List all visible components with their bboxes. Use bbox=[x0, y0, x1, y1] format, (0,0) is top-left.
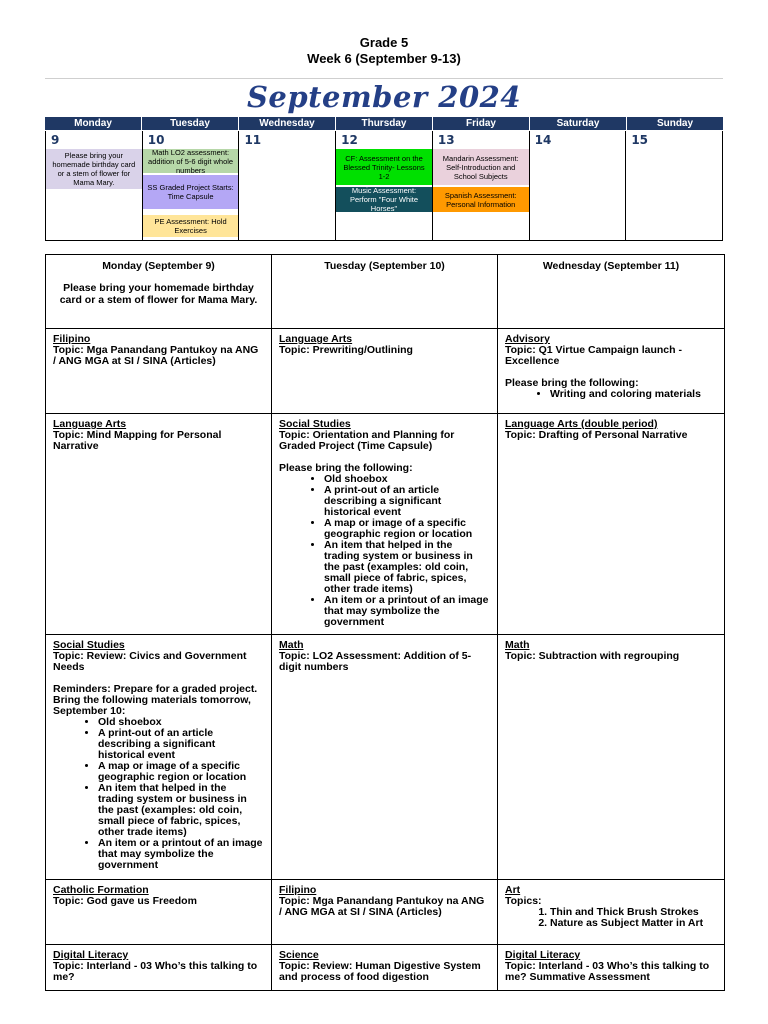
topic-text: Topic: Orientation and Planning for Graded Project (Time Capsule) bbox=[279, 429, 455, 452]
table-row bbox=[46, 635, 725, 880]
calendar-event: Spanish Assessment: Personal Information bbox=[433, 187, 529, 212]
topic-text: Topic: Review: Civics and Government Needs bbox=[53, 650, 247, 673]
list-item: • Old shoebox bbox=[98, 717, 264, 728]
table-row bbox=[46, 414, 725, 635]
list-item: • An item that helped in the trading system or business in the past (examples: old coin, small piece of fabric, spices, other trade items) bbox=[324, 540, 490, 595]
weekday-monday: Monday bbox=[45, 117, 142, 130]
calendar-event: SS Graded Project Starts: Time Capsule bbox=[143, 175, 239, 209]
column-title: Monday (September 9) bbox=[102, 260, 215, 272]
subject-title: Math bbox=[279, 639, 304, 651]
topic-text: Topic: Interland - 03 Who’s this talking to me? Summative Assessment bbox=[505, 960, 710, 983]
calendar-event: Math LO2 assessment: addition of 5-6 digit whole numbers bbox=[143, 149, 239, 173]
date-number: 11 bbox=[244, 133, 262, 147]
calendar-event: PE Assessment: Hold Exercises bbox=[143, 215, 239, 237]
table-cell bbox=[272, 414, 498, 635]
subject-title: Filipino bbox=[279, 884, 317, 896]
date-number: 15 bbox=[631, 133, 649, 147]
subject-title: Social Studies bbox=[53, 639, 125, 651]
header-divider bbox=[45, 78, 723, 79]
subject-title: Art bbox=[505, 884, 521, 896]
calendar-day-sunday bbox=[626, 131, 723, 241]
date-number: 14 bbox=[534, 133, 552, 147]
table-cell bbox=[46, 329, 272, 414]
calendar-event: Please bring your homemade birthday card or a stem of flower for Mama Mary. bbox=[46, 149, 142, 189]
topic-text: Topic: Q1 Virtue Campaign launch - Excellence bbox=[505, 344, 682, 367]
reminder-text: Reminders: Prepare for a graded project. Bring the following materials tomorrow, September 10: bbox=[53, 683, 258, 717]
calendar-weekday-header bbox=[45, 117, 723, 130]
calendar-event: Music Assessment: Perform "Four White Horses" bbox=[336, 187, 432, 212]
calendar-day-saturday bbox=[530, 131, 627, 241]
table-cell bbox=[498, 880, 725, 945]
table-cell bbox=[498, 329, 725, 414]
list-item: • An item that helped in the trading system or business in the past (examples: old coin, small piece of fabric, spices, other trade items) bbox=[98, 783, 264, 838]
table-cell bbox=[272, 880, 498, 945]
table-row bbox=[46, 945, 725, 991]
weekday-tuesday: Tuesday bbox=[142, 117, 239, 130]
weekday-sunday: Sunday bbox=[656, 118, 694, 129]
list-item: 2. Nature as Subject Matter in Art bbox=[550, 918, 717, 929]
date-number: 9 bbox=[51, 133, 60, 147]
subject-title: Social Studies bbox=[279, 418, 351, 430]
column-header-wednesday: Wednesday (September 11) bbox=[498, 255, 725, 329]
table-cell bbox=[272, 635, 498, 880]
list-item: • A map or image of a specific geographic region or location bbox=[324, 518, 490, 540]
topic-text: Topic: Drafting of Personal Narrative bbox=[505, 429, 688, 441]
topic-text: Topic: Subtraction with regrouping bbox=[505, 650, 680, 662]
topic-text: Topic: Review: Human Digestive System and process of food digestion bbox=[279, 960, 481, 983]
subject-title: Catholic Formation bbox=[53, 884, 149, 896]
topic-list bbox=[505, 907, 717, 929]
column-header-tuesday: Tuesday (September 10) bbox=[272, 255, 498, 329]
table-cell bbox=[498, 414, 725, 635]
weekday-saturday: Saturday bbox=[530, 117, 627, 130]
subject-title: Math bbox=[505, 639, 530, 651]
topic-text: Topic: LO2 Assessment: Addition of 5-digit numbers bbox=[279, 650, 472, 673]
monday-note: Please bring your homemade birthday card or a stem of flower for Mama Mary. bbox=[59, 282, 258, 306]
calendar-event: Mandarin Assessment: Self-Introduction and School Subjects bbox=[433, 149, 529, 185]
table-cell bbox=[46, 945, 272, 991]
topic-text: Topic: God gave us Freedom bbox=[53, 895, 197, 907]
weekday-friday: Friday bbox=[433, 117, 530, 130]
subject-title: Language Arts bbox=[53, 418, 127, 430]
table-cell bbox=[46, 414, 272, 635]
bring-label: Please bring the following: bbox=[279, 462, 413, 474]
table-cell bbox=[46, 635, 272, 880]
calendar-day-monday bbox=[45, 131, 143, 241]
list-item: 1. Thin and Thick Brush Strokes bbox=[550, 907, 717, 918]
weekly-schedule-table bbox=[45, 254, 725, 991]
date-number: 12 bbox=[341, 133, 358, 147]
table-row bbox=[46, 329, 725, 414]
date-number: 10 bbox=[147, 133, 165, 147]
subject-title: Digital Literacy bbox=[505, 949, 581, 961]
list-item: • A print-out of an article describing a significant historical event bbox=[98, 728, 264, 761]
subject-title: Advisory bbox=[505, 333, 550, 345]
topic-text: Topic: Prewriting/Outlining bbox=[279, 344, 413, 356]
calendar-day-wednesday bbox=[239, 131, 336, 241]
bring-list bbox=[53, 717, 264, 871]
column-header-monday bbox=[46, 255, 272, 329]
month-title: September 2024 bbox=[246, 80, 522, 114]
table-cell bbox=[272, 329, 498, 414]
bring-label: Please bring the following: bbox=[505, 377, 639, 389]
table-row bbox=[46, 880, 725, 945]
subject-title: Filipino bbox=[53, 333, 91, 345]
subject-title: Language Arts (double period) bbox=[505, 418, 658, 430]
table-cell bbox=[498, 945, 725, 991]
calendar-day-tuesday bbox=[143, 131, 240, 241]
bring-list bbox=[505, 389, 717, 400]
list-item: • An item or a printout of an image that may symbolize the government bbox=[98, 838, 264, 871]
topic-text: Topics: bbox=[505, 895, 542, 907]
subject-title: Digital Literacy bbox=[53, 949, 129, 961]
table-cell bbox=[46, 880, 272, 945]
calendar-day-friday bbox=[433, 131, 530, 241]
list-item: • Writing and coloring materials bbox=[550, 389, 717, 400]
weekday-wednesday: Wednesday bbox=[239, 117, 336, 130]
subject-title: Language Arts bbox=[279, 333, 353, 345]
list-item: • A map or image of a specific geographic region or location bbox=[98, 761, 264, 783]
subject-title: Science bbox=[279, 949, 319, 961]
table-cell bbox=[498, 635, 725, 880]
list-item: • Old shoebox bbox=[324, 474, 490, 485]
list-item: • An item or a printout of an image that may symbolize the government bbox=[324, 595, 490, 628]
table-header-row bbox=[46, 255, 725, 329]
weekday-thursday: Thursday bbox=[336, 117, 433, 130]
list-item: • A print-out of an article describing a significant historical event bbox=[324, 485, 490, 518]
calendar-event: CF: Assessment on the Blessed Trinity- Lessons 1-2 bbox=[336, 149, 432, 185]
bring-list bbox=[279, 474, 490, 628]
week-title: Week 6 (September 9-13) bbox=[307, 51, 461, 66]
table-cell bbox=[272, 945, 498, 991]
calendar-day-thursday bbox=[336, 131, 433, 241]
grade-title: Grade 5 bbox=[359, 35, 409, 50]
month-calendar bbox=[45, 117, 723, 241]
topic-text: Topic: Mga Panandang Pantukoy na ANG / ANG MGA at SI / SINA (Articles) bbox=[53, 344, 259, 367]
topic-text: Topic: Mind Mapping for Personal Narrative bbox=[53, 429, 222, 452]
date-number: 13 bbox=[437, 133, 455, 147]
topic-text: Topic: Interland - 03 Who’s this talking to me? bbox=[53, 960, 258, 983]
topic-text: Topic: Mga Panandang Pantukoy na ANG / ANG MGA at SI / SINA (Articles) bbox=[279, 895, 485, 918]
